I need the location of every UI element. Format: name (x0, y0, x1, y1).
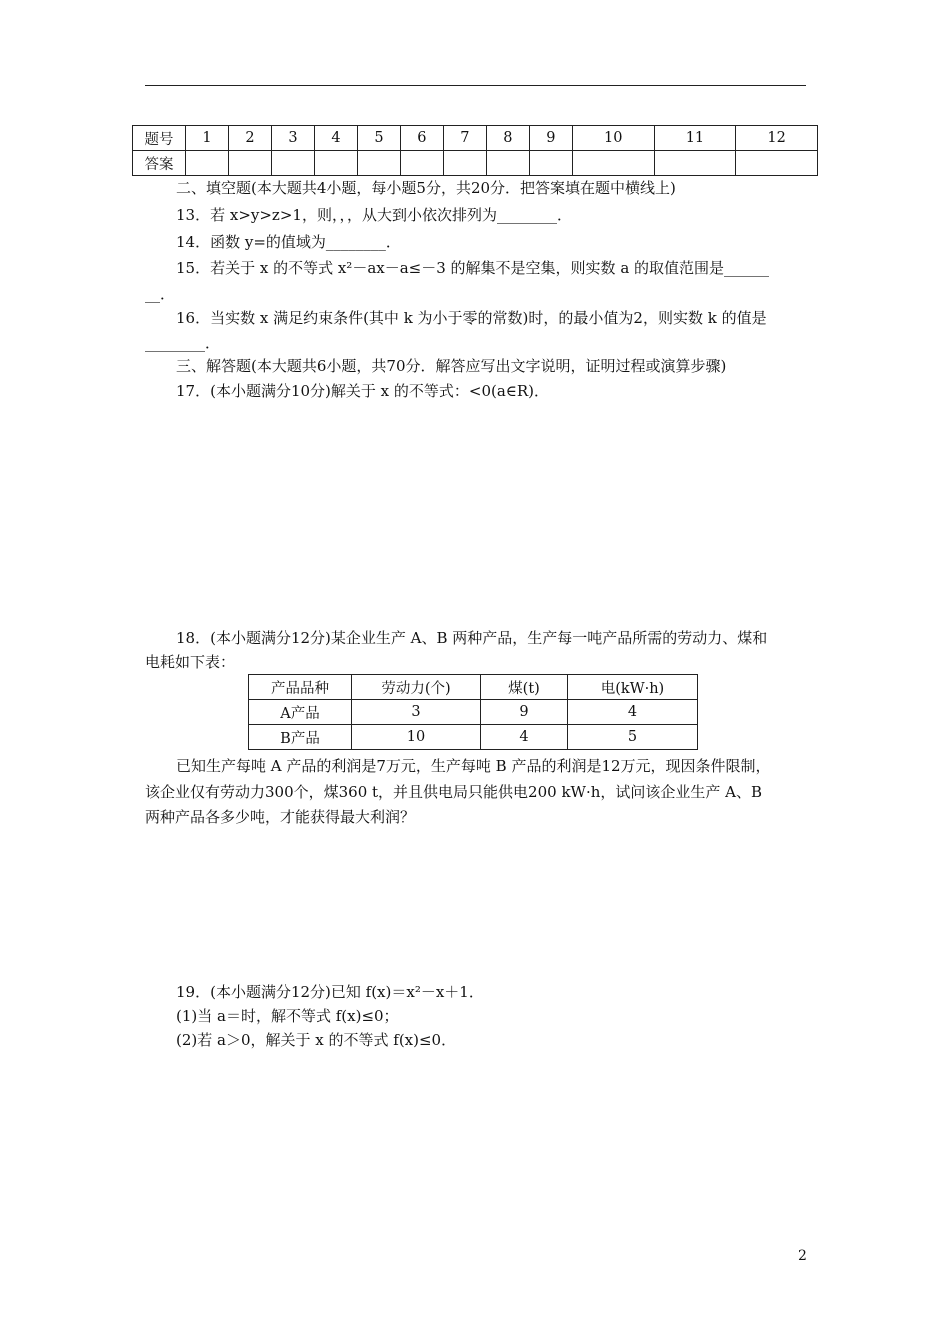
section2-heading: 二、填空题(本大题共4小题，每小题5分，共20分．把答案填在题中横线上) (176, 179, 676, 197)
table-row (249, 700, 698, 725)
table-cell: 10 (352, 725, 481, 750)
answer-cell (443, 151, 486, 176)
question-18-line2: 电耗如下表： (145, 653, 236, 671)
question-18-line4: 该企业仅有劳动力300个，煤360 t，并且供电局只能供电200 kW·h，试问该企业生产 A、B (145, 783, 763, 801)
table-cell: B产品 (249, 725, 352, 750)
table-cell: 4 (481, 725, 568, 750)
answer-cell (357, 151, 400, 176)
answer-cell (572, 151, 654, 176)
answer-cell (228, 151, 271, 176)
table-cell: 4 (568, 700, 698, 725)
answer-cell (736, 151, 818, 176)
question-18-line3: 已知生产每吨 A 产品的利润是7万元，生产每吨 B 产品的利润是12万元，现因条件限制， (176, 757, 771, 775)
question-15-line1: 15．若关于 x 的不等式 x²－ax－a≤－3 的解集不是空集，则实数 a 的取值范围是______ (176, 259, 770, 277)
answer-cell (529, 151, 572, 176)
table-cell: 3 (352, 700, 481, 725)
section3-heading: 三、解答题(本大题共6小题，共70分．解答应写出文字说明，证明过程或演算步骤) (176, 357, 727, 375)
question-number-cell: 3 (271, 126, 314, 151)
question-number-cell: 10 (572, 126, 654, 151)
table-cell: A产品 (249, 700, 352, 725)
answer-cell (654, 151, 736, 176)
table-row (133, 126, 818, 151)
row-label-answer: 答案 (133, 151, 186, 176)
table-row (249, 725, 698, 750)
question-18-line5: 两种产品各多少吨，才能获得最大利润？ (145, 808, 416, 826)
question-18-line1: 18．(本小题满分12分)某企业生产 A、B 两种产品，生产每一吨产品所需的劳动力、煤和 (176, 629, 768, 647)
answer-cell (186, 151, 229, 176)
table-header-cell: 电(kW·h) (568, 675, 698, 700)
table-header-cell: 产品品种 (249, 675, 352, 700)
answer-cell (400, 151, 443, 176)
table-cell: 5 (568, 725, 698, 750)
question-number-cell: 7 (443, 126, 486, 151)
table-row (133, 151, 818, 176)
question-number-cell: 12 (736, 126, 818, 151)
answer-table (132, 125, 818, 176)
question-15-line2: __． (145, 285, 176, 303)
page-number: 2 (798, 1248, 807, 1264)
product-table (248, 674, 698, 750)
question-number-cell: 6 (400, 126, 443, 151)
question-13: 13．若 x>y>z>1，则，，，从大到小依次排列为________． (176, 206, 572, 224)
question-14: 14．函数 y=的值域为________． (176, 233, 401, 251)
question-number-cell: 2 (228, 126, 271, 151)
question-17: 17．(本小题满分10分)解关于 x 的不等式：<0(a∈R)． (176, 382, 550, 400)
answer-cell (271, 151, 314, 176)
answer-cell (314, 151, 357, 176)
row-label-question-number: 题号 (133, 126, 186, 151)
answer-cell (486, 151, 529, 176)
table-cell: 9 (481, 700, 568, 725)
question-16-line2: ________． (145, 334, 221, 352)
question-number-cell: 4 (314, 126, 357, 151)
question-number-cell: 1 (186, 126, 229, 151)
question-number-cell: 11 (654, 126, 736, 151)
table-header-cell: 煤(t) (481, 675, 568, 700)
header-rule (145, 85, 806, 86)
question-number-cell: 9 (529, 126, 572, 151)
question-19-line2: (1)当 a＝时，解不等式 f(x)≤0； (176, 1007, 399, 1025)
question-19-line1: 19．(本小题满分12分)已知 f(x)＝x²－x＋1． (176, 983, 484, 1001)
question-16-line1: 16．当实数 x 满足约束条件(其中 k 为小于零的常数)时，的最小值为2，则实数 k 的值是 (176, 309, 767, 327)
question-19-line3: (2)若 a＞0，解关于 x 的不等式 f(x)≤0． (176, 1031, 457, 1049)
table-header-cell: 劳动力(个) (352, 675, 481, 700)
question-number-cell: 5 (357, 126, 400, 151)
table-row (249, 675, 698, 700)
question-number-cell: 8 (486, 126, 529, 151)
